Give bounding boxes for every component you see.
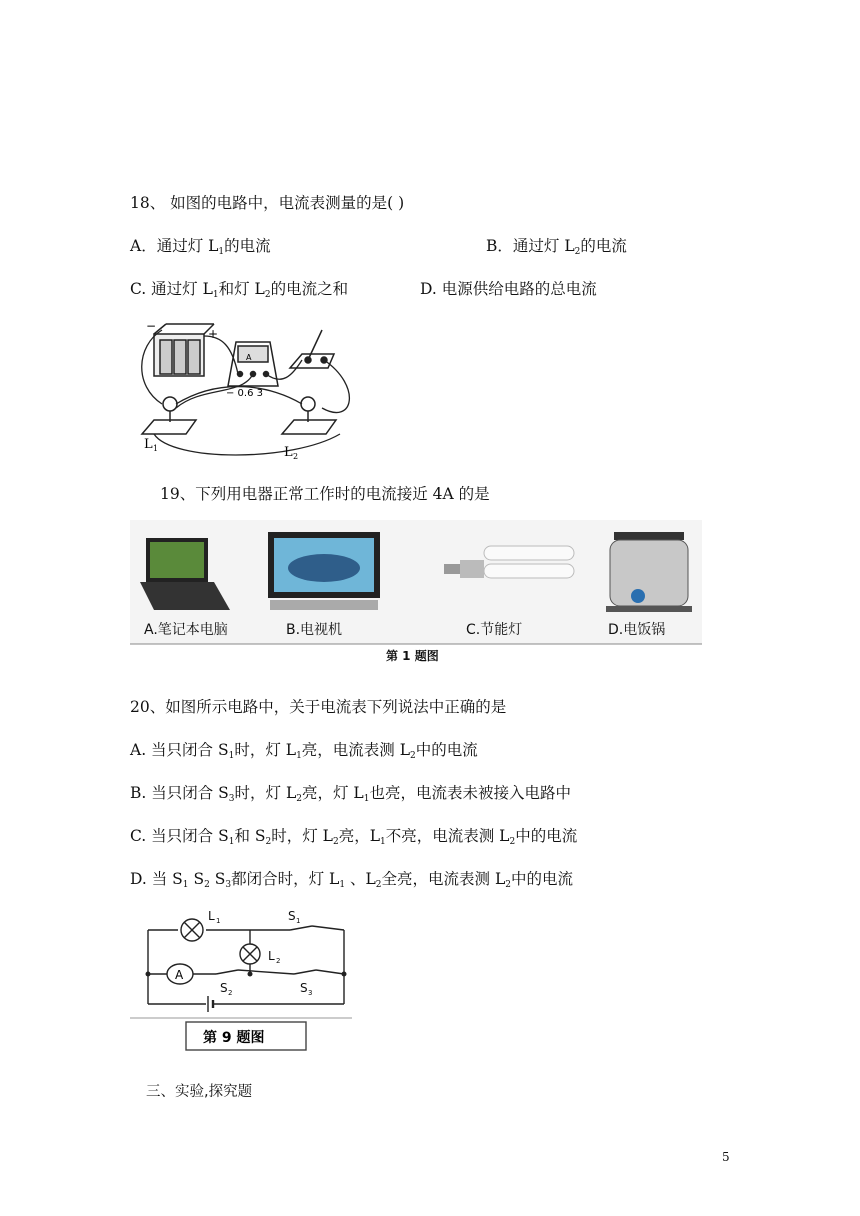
q19-caption: 第 1 题图: [386, 649, 439, 663]
svg-text:2: 2: [293, 452, 299, 461]
svg-text:S: S: [288, 909, 296, 923]
svg-text:L: L: [284, 445, 293, 460]
svg-text:1: 1: [296, 917, 301, 925]
lamp-l1-icon: [142, 397, 196, 434]
page-number: 5: [722, 1150, 730, 1164]
q19-stem: 19、下列用电器正常工作时的电流接近 4A 的是: [160, 485, 490, 503]
svg-text:+: +: [208, 327, 219, 341]
appliance-label-c: C.节能灯: [466, 622, 523, 638]
q20-option-a: A. 当只闭合 $S_1$时，灯 $L_1$亮，电流表测 $L_2$中的电流: [130, 741, 478, 761]
svg-text:2: 2: [276, 957, 281, 965]
svg-text:S: S: [300, 981, 308, 995]
svg-text:1: 1: [216, 917, 221, 925]
q20-caption: 第 9 题图: [203, 1030, 265, 1046]
appliance-label-b: B.电视机: [286, 622, 343, 638]
svg-text:−: −: [146, 319, 157, 333]
svg-text:A: A: [246, 353, 252, 362]
svg-text:3: 3: [308, 989, 313, 997]
svg-text:2: 2: [228, 989, 233, 997]
appliance-label-a: A.笔记本电脑: [144, 622, 228, 638]
q18-option-d: D. 电源供给电路的总电流: [420, 280, 597, 298]
svg-text:A: A: [175, 968, 184, 982]
battery-icon: [154, 324, 214, 376]
lamp-l2-icon: [282, 397, 336, 434]
q18-stem: 18、 如图的电路中，电流表测量的是( ): [130, 194, 405, 212]
q20-option-c: C. 当只闭合 $S_1$和 $S_2$时，灯 $L_2$亮，$L_1$不亮，电流表测 $L_2$中的电流: [130, 827, 578, 847]
q20-stem: 20、如图所示电路中，关于电流表下列说法中正确的是: [130, 698, 507, 716]
svg-text:1: 1: [153, 444, 159, 453]
section-3-heading: 三、实验,探究题: [146, 1084, 253, 1100]
q20-option-b: B. 当只闭合 $S_3$时，灯 $L_2$亮，灯 $L_1$也亮，电流表未被接入电路中: [130, 784, 571, 804]
q20-circuit-figure: [130, 904, 356, 1056]
svg-text:− 0.6 3: − 0.6 3: [226, 388, 264, 399]
q18-option-b: B．通过灯 $L_2$的电流: [486, 237, 627, 257]
q18-option-a: A．通过灯 $L_1$的电流: [130, 237, 271, 257]
lamp-l2-icon: [240, 944, 260, 964]
svg-text:L: L: [208, 909, 215, 923]
lamp-l1-icon: [181, 919, 203, 941]
q20-option-d: D. 当 $S_1$ $S_2$ $S_3$都闭合时，灯 $L_1$ 、$L_2$全亮，电流表测 $L_2$中的电流: [130, 870, 573, 890]
appliance-label-d: D.电饭锅: [608, 622, 666, 638]
svg-text:L: L: [268, 949, 275, 963]
q19-appliances-figure: [130, 520, 702, 666]
svg-text:L: L: [144, 437, 153, 452]
q18-circuit-figure: [132, 316, 372, 464]
rice-cooker-icon: [606, 532, 692, 612]
svg-text:S: S: [220, 981, 228, 995]
q18-option-c: C. 通过灯 $L_1$和灯 $L_2$的电流之和: [130, 280, 349, 300]
